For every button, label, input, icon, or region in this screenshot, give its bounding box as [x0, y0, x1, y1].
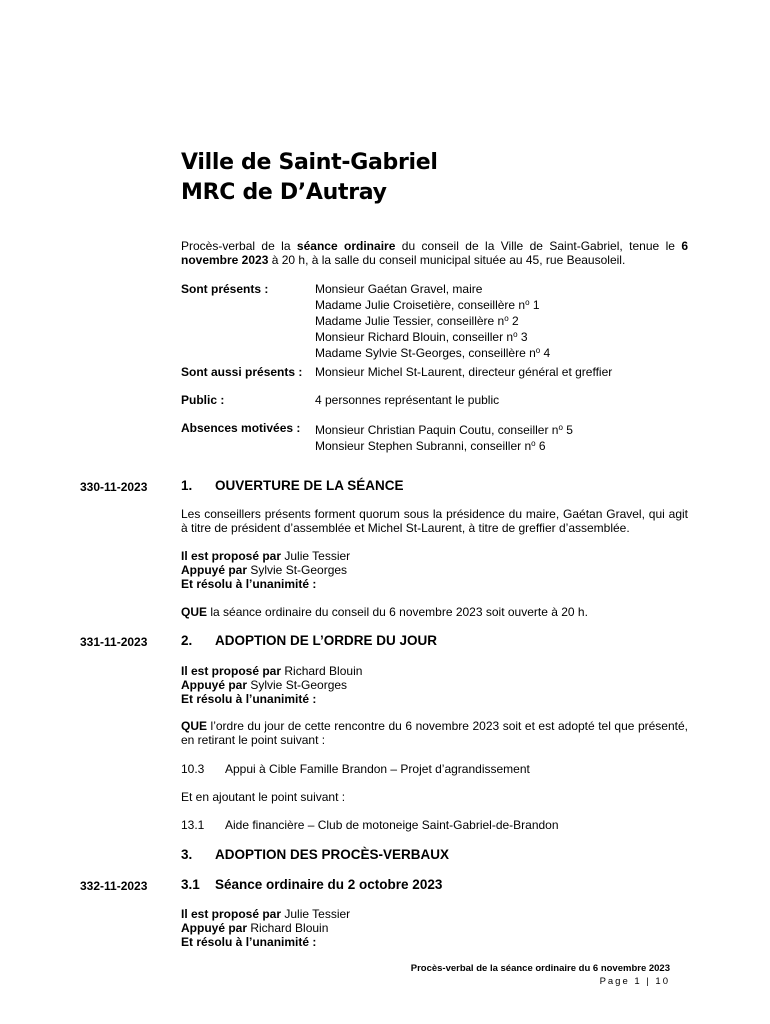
title-line-1: Ville de Saint-Gabriel	[181, 150, 438, 175]
resolution-number: 332-11-2023	[80, 879, 148, 893]
section-heading: 3. ADOPTION DES PROCÈS-VERBAUX	[181, 847, 450, 862]
resolution-text: QUE la séance ordinaire du conseil du 6 novembre 2023 soit ouverte à 20 h.	[181, 605, 588, 619]
also-present-label: Sont aussi présents :	[181, 365, 303, 379]
absent-item: Monsieur Christian Paquin Coutu, conseiller $n^o$ 5	[315, 423, 573, 437]
add-text: Et en ajoutant le point suivant :	[181, 790, 346, 804]
section-paragraph: Les conseillers présents forment quorum sous la présidence du maire, Gaétan Gravel, qui agit à titre de président d’assemblée et Michel St-Laurent, à titre de greffier d’assemblée.	[181, 507, 688, 535]
motion-block: Il est proposé par Julie Tessier Appuyé par Richard Blouin Et résolu à l’unanimité :	[181, 907, 351, 949]
present-item: Monsieur Gaétan Gravel, maire	[315, 282, 483, 296]
present-item: Madame Sylvie St-Georges, conseillère $n^o$ 4	[315, 346, 551, 360]
present-item: Monsieur Richard Blouin, conseiller $n^o$ 3	[315, 330, 528, 344]
intro-paragraph: Procès-verbal de la séance ordinaire du conseil de la Ville de Saint-Gabriel, tenue le 6 novembre 2023 à 20 h, à la salle du conseil municipal située au 45, rue Beausoleil.	[181, 239, 688, 267]
present-item: Madame Julie Tessier, conseillère $n^o$ 2	[315, 314, 519, 328]
public-label: Public :	[181, 393, 225, 407]
section-heading: 2. ADOPTION DE L’ORDRE DU JOUR	[181, 633, 438, 648]
absent-label: Absences motivées :	[181, 421, 301, 435]
motion-block: Il est proposé par Julie Tessier Appuyé par Sylvie St-Georges Et résolu à l’unanimité :	[181, 549, 351, 591]
present-item: Madame Julie Croisetière, conseillère $n^o$ 1	[315, 298, 540, 312]
agenda-item-removed: 10.3 Appui à Cible Famille Brandon – Projet d’agrandissement	[181, 762, 530, 776]
page-number: Page 1 | 10	[599, 976, 670, 987]
document-title	[181, 148, 438, 208]
motion-block: Il est proposé par Richard Blouin Appuyé par Sylvie St-Georges Et résolu à l’unanimité :	[181, 664, 363, 706]
public-value: 4 personnes représentant le public	[315, 393, 500, 407]
absent-item: Monsieur Stephen Subranni, conseiller $n^o$ 6	[315, 439, 546, 453]
subsection-heading: 3.1 Séance ordinaire du 2 octobre 2023	[181, 877, 443, 892]
footer-caption: Procès-verbal de la séance ordinaire du 6 novembre 2023	[410, 963, 670, 974]
also-present-value: Monsieur Michel St-Laurent, directeur général et greffier	[315, 365, 613, 379]
resolution-text: QUE l’ordre du jour de cette rencontre du 6 novembre 2023 soit et est adopté tel que présenté, en retirant le point suivant :	[181, 719, 688, 747]
agenda-item-added: 13.1 Aide financière – Club de motoneige Saint-Gabriel-de-Brandon	[181, 818, 559, 832]
resolution-number: 331-11-2023	[80, 635, 148, 649]
absent-list	[315, 421, 573, 453]
present-list	[315, 282, 550, 360]
section-heading: 1. OUVERTURE DE LA SÉANCE	[181, 478, 404, 493]
title-line-2: MRC de D’Autray	[181, 180, 387, 205]
present-label: Sont présents :	[181, 282, 269, 296]
resolution-number: 330-11-2023	[80, 480, 148, 494]
